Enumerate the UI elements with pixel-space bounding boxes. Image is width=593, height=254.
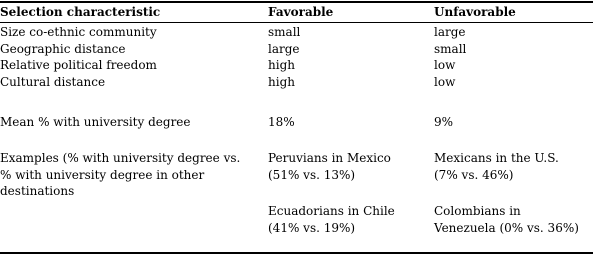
row-examples-favorable-2: Ecuadorians in Chile (41% vs. 19%) bbox=[268, 204, 395, 235]
row-mean-university-label: Mean % with university degree bbox=[0, 115, 191, 129]
row-political-freedom-unfavorable: low bbox=[434, 58, 456, 72]
row-political-freedom-favorable: high bbox=[268, 58, 295, 72]
header-favorable: Favorable bbox=[268, 5, 334, 19]
row-cultural-distance-unfavorable: low bbox=[434, 74, 456, 89]
row-examples-unfavorable-2: Colombians in Venezuela (0% vs. 36%) bbox=[434, 204, 579, 235]
header-selection-characteristic: Selection characteristic bbox=[0, 5, 161, 19]
table-top-rule bbox=[0, 1, 593, 3]
table-bottom-rule bbox=[0, 252, 593, 254]
row-mean-university-favorable: 18% bbox=[268, 115, 295, 129]
row-cultural-distance-label: Cultural distance bbox=[0, 74, 106, 89]
row-geographic-distance-favorable: large bbox=[268, 41, 300, 56]
header-unfavorable: Unfavorable bbox=[434, 5, 516, 19]
row-cultural-distance-favorable: high bbox=[268, 74, 295, 89]
row-examples-label: Examples (% with university degree vs. % with university degree in other destinations bbox=[0, 151, 241, 198]
row-political-freedom-label: Relative political freedom bbox=[0, 58, 157, 72]
row-examples-unfavorable-1: Mexicans in the U.S. (7% vs. 46%) bbox=[434, 151, 559, 182]
row-mean-university-unfavorable: 9% bbox=[434, 115, 454, 129]
row-geographic-distance-label: Geographic distance bbox=[0, 41, 126, 56]
row-size-coethnic-label: Size co-ethnic community bbox=[0, 25, 157, 39]
row-examples-favorable-1: Peruvians in Mexico (51% vs. 13%) bbox=[268, 151, 391, 182]
row-size-coethnic-favorable: small bbox=[268, 25, 301, 39]
row-geographic-distance-unfavorable: small bbox=[434, 41, 467, 56]
table-header-rule bbox=[0, 22, 593, 23]
row-size-coethnic-unfavorable: large bbox=[434, 25, 466, 39]
